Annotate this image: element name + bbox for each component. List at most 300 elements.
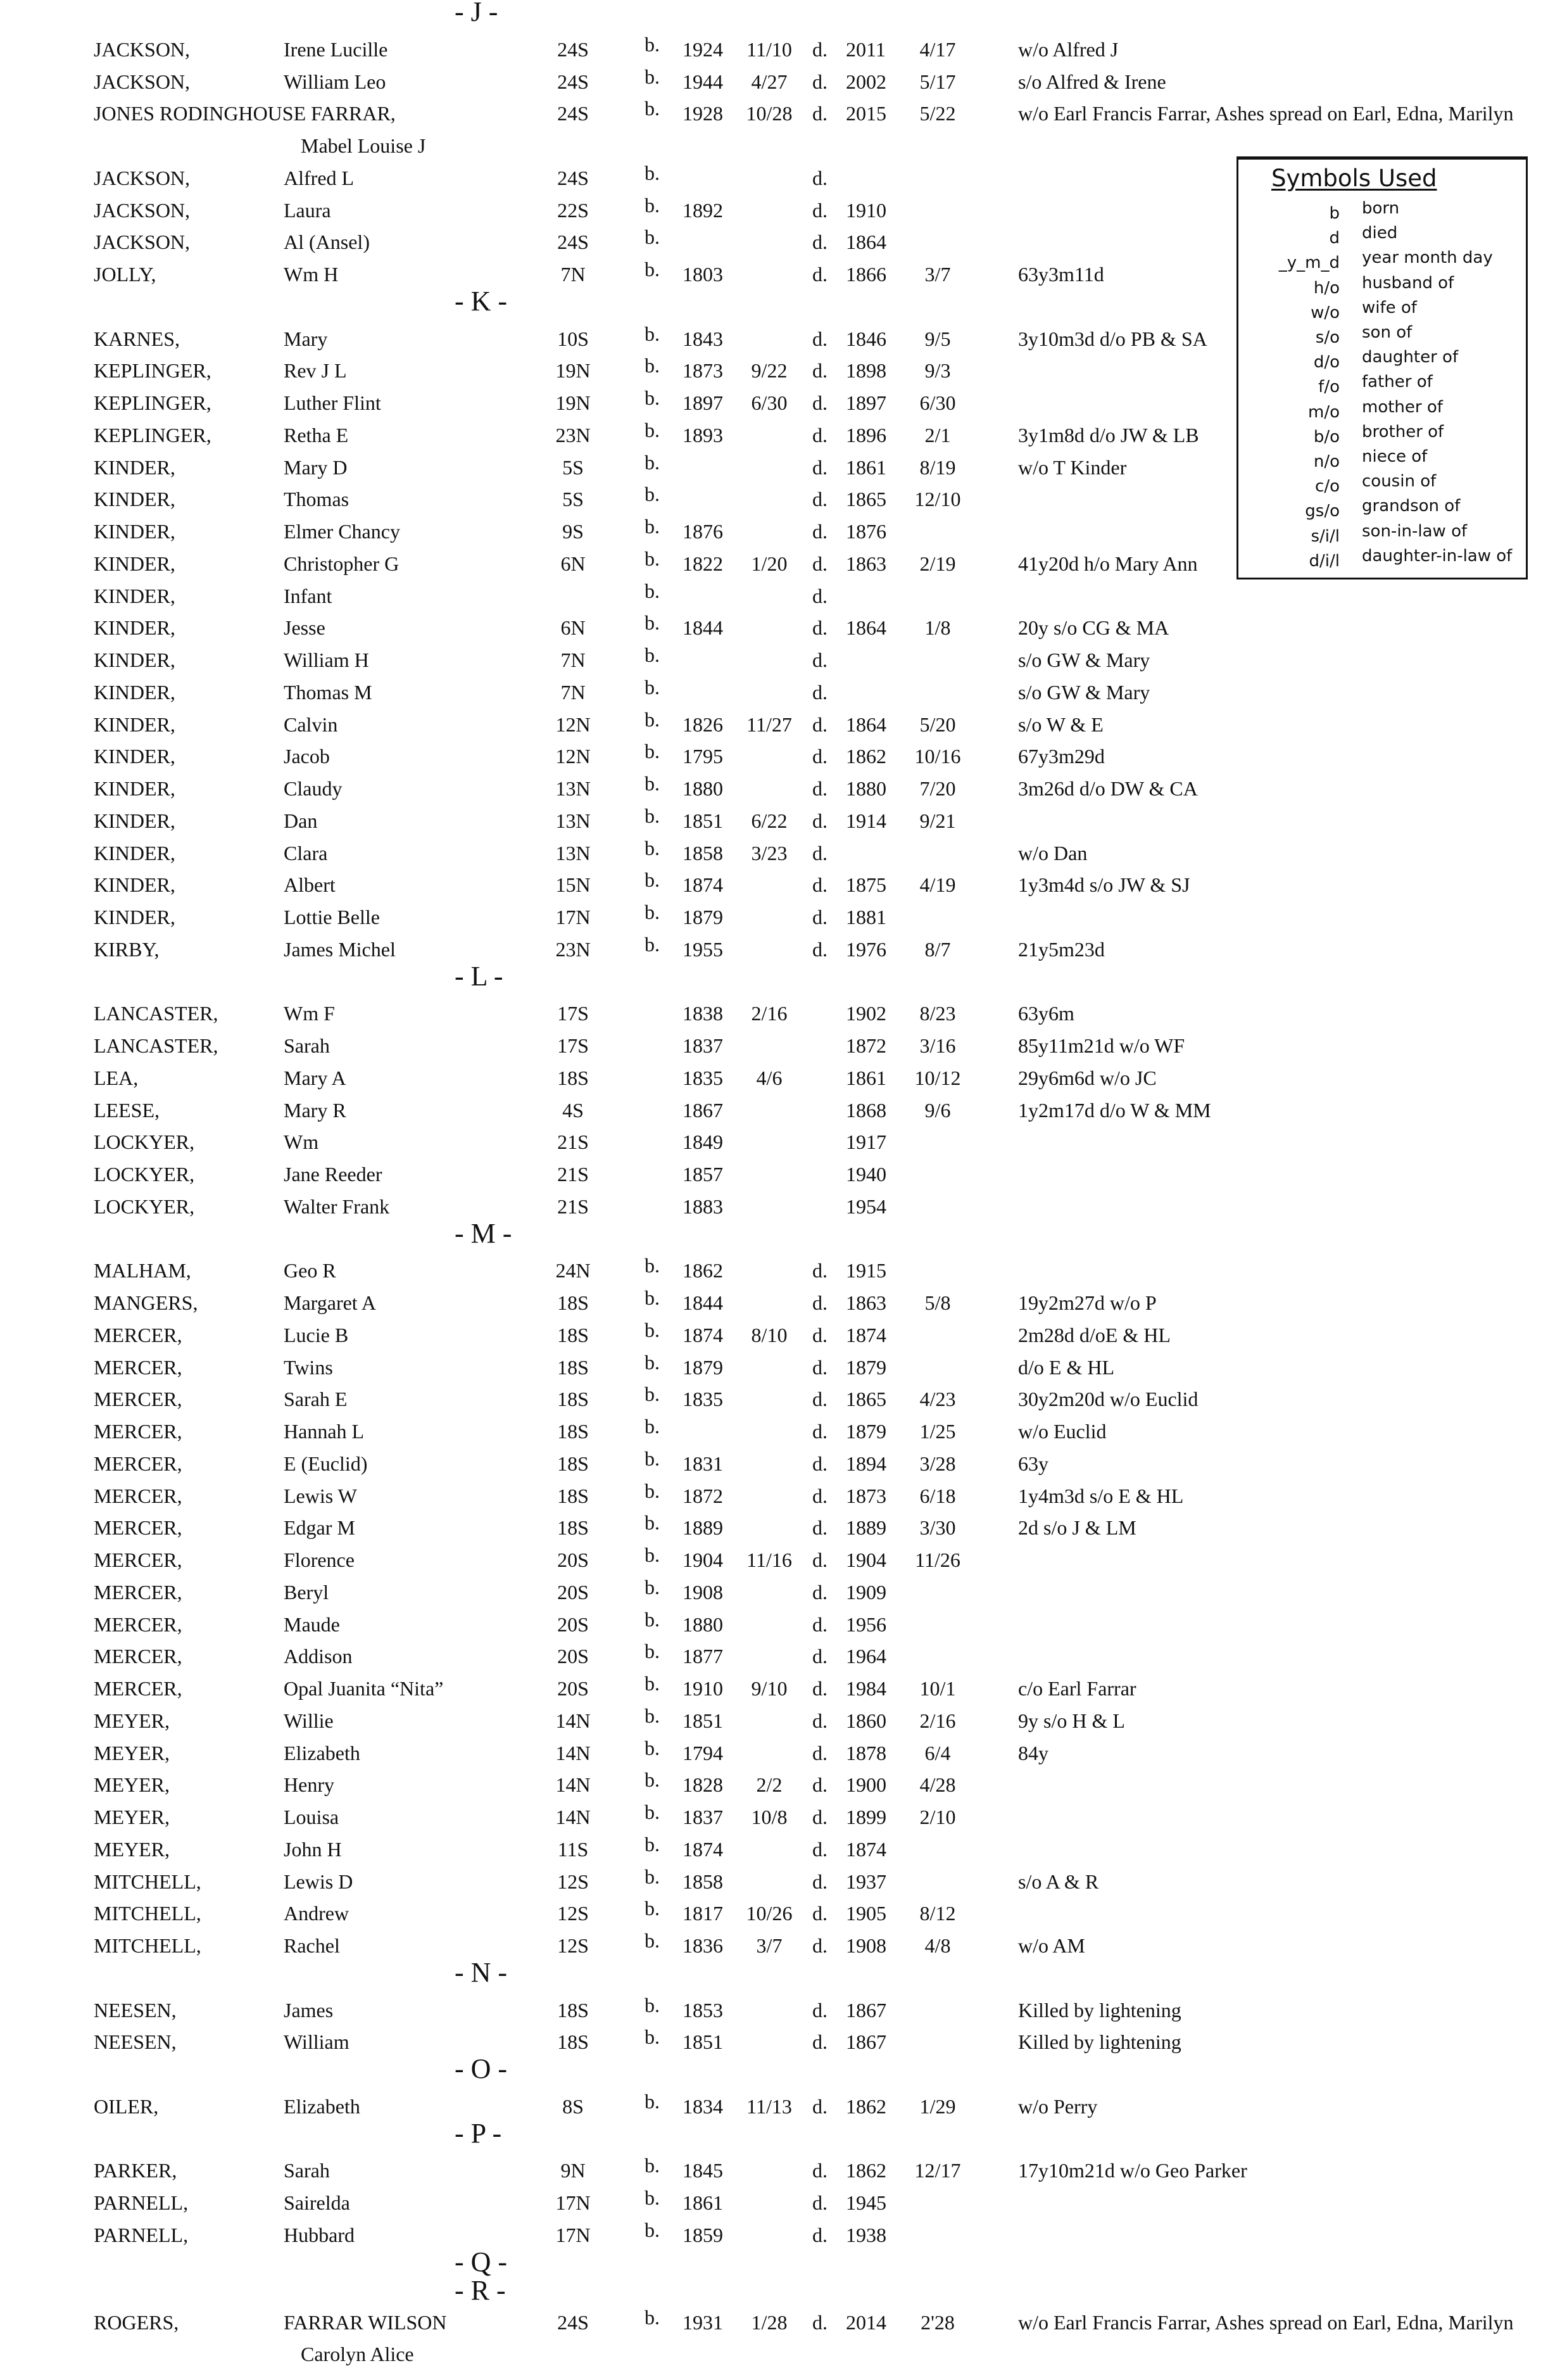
plot-number: 18S (557, 1998, 589, 2022)
burial-entry-row (0, 1061, 1567, 1093)
given-name: Addison (284, 1645, 353, 1668)
notes: 29y6m6d w/o JC (1018, 1066, 1157, 1089)
birth-year: 1857 (683, 1163, 723, 1186)
death-year: 2014 (846, 2310, 886, 2334)
birth-year: 1955 (683, 937, 723, 961)
surname: NEESEN, (94, 2030, 177, 2054)
death-year: 1862 (846, 2094, 886, 2118)
surname: JONES RODINGHOUSE FARRAR, (94, 102, 396, 125)
death-year: 1905 (846, 1902, 886, 1925)
given-name: Sarah (284, 1034, 330, 1057)
surname: LEA, (94, 1066, 139, 1089)
notes: 9y s/o H & L (1018, 1709, 1125, 1732)
plot-number: 17N (555, 906, 591, 928)
legend-symbol: f/o (1318, 377, 1340, 397)
birth-year: 1874 (683, 1323, 723, 1346)
birth-year: 1892 (683, 198, 723, 222)
surname: KINDER, (94, 841, 175, 864)
birth-year: 1828 (683, 1773, 723, 1797)
given-name: Elmer Chancy (284, 520, 400, 543)
legend-meaning: died (1362, 224, 1398, 243)
section-letter: - N - (455, 1956, 508, 1988)
plot-number: 9S (562, 520, 584, 543)
given-name: Edgar M (284, 1516, 355, 1540)
death-year: 1867 (846, 2030, 886, 2054)
death-year: 1899 (846, 1806, 886, 1828)
given-name: Retha E (284, 423, 349, 446)
death-year: 1878 (846, 1741, 886, 1764)
given-name: Henry (284, 1773, 334, 1797)
died-label: d. (812, 1837, 828, 1861)
death-month-day: 3/28 (919, 1452, 956, 1475)
plot-number: 12N (555, 745, 591, 768)
burial-entry-row (0, 1318, 1567, 1350)
section-letter: - Q - (455, 2246, 508, 2277)
death-month-day: 1/8 (924, 616, 951, 640)
plot-number: 24S (557, 166, 589, 189)
plot-number: 12S (557, 1870, 589, 1893)
plot-number: 20S (557, 1580, 589, 1604)
born-label: b. (645, 450, 660, 474)
born-label: b. (645, 193, 660, 217)
given-name: Maude (284, 1612, 340, 1636)
birth-year: 1908 (683, 1580, 723, 1604)
burial-entry-row (0, 1350, 1567, 1383)
notes: 1y4m3d s/o E & HL (1018, 1484, 1184, 1507)
notes: w/o Euclid (1018, 1420, 1107, 1443)
birth-year: 1837 (683, 1034, 723, 1057)
death-month-day: 2'28 (921, 2310, 955, 2334)
section-header (0, 2246, 1567, 2279)
born-label: b. (645, 1446, 660, 1470)
notes: s/o A & R (1018, 1870, 1099, 1893)
birth-year: 1834 (683, 2094, 723, 2118)
death-year: 1862 (846, 2159, 886, 2182)
notes: s/o W & E (1018, 712, 1104, 736)
notes: 63y6m (1018, 1002, 1074, 1025)
legend-item (1238, 199, 1530, 223)
plot-number: 13N (555, 809, 591, 832)
death-month-day: 2/10 (919, 1806, 956, 1828)
born-label: b. (645, 483, 660, 506)
legend-symbol: b/o (1313, 427, 1340, 446)
plot-number: 12S (557, 1902, 589, 1925)
died-label: d. (812, 1388, 828, 1411)
surname: KARNES, (94, 327, 180, 350)
surname: MERCER, (94, 1355, 182, 1379)
born-label: b. (645, 1286, 660, 1309)
plot-number: 24S (557, 70, 589, 93)
plot-number: 14N (555, 1806, 591, 1828)
plot-number: 7N (560, 263, 586, 286)
birth-year: 1822 (683, 552, 723, 575)
notes: 30y2m20d w/o Euclid (1018, 1388, 1199, 1411)
died-label: d. (812, 1612, 828, 1636)
died-label: d. (812, 166, 828, 189)
legend-meaning: wife of (1362, 298, 1417, 317)
plot-number: 24S (557, 37, 589, 61)
died-label: d. (812, 2094, 828, 2118)
given-name: Clara (284, 841, 328, 864)
surname: KINDER, (94, 809, 175, 832)
burial-entry-row (0, 611, 1567, 643)
burial-entry-row (0, 1896, 1567, 1928)
plot-number: 14N (555, 1773, 591, 1797)
birth-year: 1873 (683, 359, 723, 383)
given-name: Irene Lucille (284, 37, 388, 61)
burial-entry-row (0, 1671, 1567, 1704)
legend-symbol: d/i/l (1309, 551, 1340, 571)
surname: MERCER, (94, 1612, 182, 1636)
notes: 17y10m21d w/o Geo Parker (1018, 2159, 1247, 2182)
death-year: 1880 (846, 777, 886, 800)
burial-entry-row (0, 804, 1567, 836)
burial-entry-row (0, 1704, 1567, 1736)
death-month-day: 4/17 (919, 37, 956, 61)
born-label: b. (645, 901, 660, 923)
plot-number: 6N (560, 616, 586, 640)
birth-month-day: 9/10 (751, 1677, 788, 1700)
legend-item (1238, 372, 1530, 397)
died-label: d. (812, 649, 828, 671)
birth-month-day: 8/10 (751, 1323, 788, 1346)
death-month-day: 5/8 (924, 1291, 951, 1314)
given-name: William Leo (284, 70, 386, 93)
birth-month-day: 6/30 (751, 391, 788, 414)
given-name: Dan (284, 809, 318, 832)
death-month-day: 10/16 (914, 745, 961, 768)
death-month-day: 4/23 (919, 1388, 956, 1411)
section-header (0, 2274, 1567, 2306)
plot-number: 20S (557, 1645, 589, 1668)
burial-entry-row (0, 675, 1567, 707)
surname: KEPLINGER, (94, 359, 211, 383)
birth-year: 1889 (683, 1516, 723, 1540)
birth-month-day: 4/27 (751, 70, 788, 93)
died-label: d. (812, 1452, 828, 1475)
legend-item (1238, 472, 1530, 497)
death-month-day: 2/1 (924, 423, 951, 446)
given-name: Mary R (284, 1098, 346, 1122)
legend-symbol: d/o (1313, 353, 1340, 372)
died-label: d. (812, 1259, 828, 1282)
notes: w/o Earl Francis Farrar, Ashes spread on Earl, Edna, Marilyn (1018, 102, 1514, 125)
notes: s/o GW & Mary (1018, 680, 1150, 704)
legend-meaning: daughter of (1362, 348, 1459, 367)
died-label: d. (812, 1677, 828, 1700)
notes: 21y5m23d (1018, 937, 1105, 961)
born-label: b. (645, 258, 660, 281)
burial-entry-row (0, 1029, 1567, 1061)
given-name: Wm F (284, 1002, 335, 1025)
plot-number: 14N (555, 1709, 591, 1732)
burial-entry-row (0, 707, 1567, 740)
birth-year: 1858 (683, 1870, 723, 1893)
legend-item (1238, 298, 1530, 322)
given-name: Mary A (284, 1066, 346, 1089)
born-label: b. (645, 322, 660, 345)
birth-year: 1835 (683, 1066, 723, 1089)
legend-meaning: daughter-in-law of (1362, 546, 1513, 566)
legend-item (1238, 546, 1530, 571)
surname: OILER, (94, 2094, 159, 2118)
death-month-day: 6/4 (924, 1741, 951, 1764)
born-label: b. (645, 1575, 660, 1598)
legend-meaning: year month day (1362, 248, 1493, 268)
legend-item (1238, 447, 1530, 471)
section-header (0, 2053, 1567, 2089)
died-label: d. (812, 2310, 828, 2334)
legend-item (1238, 497, 1530, 521)
born-label: b. (645, 1736, 660, 1759)
notes: 67y3m29d (1018, 745, 1105, 768)
born-label: b. (645, 804, 660, 827)
given-name-continuation: Carolyn Alice (301, 2343, 414, 2366)
plot-number: 10S (557, 327, 589, 350)
died-label: d. (812, 391, 828, 414)
surname: MEYER, (94, 1773, 170, 1797)
burial-entry-row (0, 1768, 1567, 1800)
plot-number: 18S (557, 1066, 589, 1089)
given-name: Claudy (284, 777, 343, 800)
born-label: b. (645, 1672, 660, 1695)
legend-meaning: son-in-law of (1362, 521, 1468, 541)
notes: 3y10m3d d/o PB & SA (1018, 327, 1207, 350)
birth-year: 1844 (683, 616, 723, 640)
born-label: b. (645, 868, 660, 892)
burial-entry-row (0, 868, 1567, 900)
death-year: 1862 (846, 745, 886, 768)
legend-symbol: w/o (1311, 303, 1340, 322)
born-label: b. (645, 1801, 660, 1823)
death-month-day: 9/3 (924, 359, 951, 383)
given-name: Opal Juanita “Nita” (284, 1677, 444, 1700)
plot-number: 20S (557, 1612, 589, 1636)
surname: KIRBY, (94, 937, 160, 961)
birth-year: 1883 (683, 1194, 723, 1218)
plot-number: 24S (557, 2310, 589, 2334)
born-label: b. (645, 2186, 660, 2209)
birth-year: 1904 (683, 1548, 723, 1571)
legend-title: Symbols Used (1271, 165, 1437, 192)
surname: LOCKYER, (94, 1163, 195, 1186)
died-label: d. (812, 1355, 828, 1379)
given-name: Rev J L (284, 359, 347, 383)
born-label: b. (645, 386, 660, 409)
legend-meaning: husband of (1362, 273, 1454, 293)
died-label: d. (812, 809, 828, 832)
section-letter: - P - (455, 2117, 502, 2149)
death-year: 1876 (846, 520, 886, 543)
died-label: d. (812, 2191, 828, 2214)
birth-year: 1893 (683, 423, 723, 446)
given-name: Wm (284, 1130, 319, 1154)
plot-number: 18S (557, 2030, 589, 2054)
surname: KINDER, (94, 745, 175, 768)
given-name: William (284, 2030, 349, 2054)
surname: LEESE, (94, 1098, 160, 1122)
plot-number: 12N (555, 712, 591, 736)
surname: JACKSON, (94, 231, 191, 254)
legend-symbol: m/o (1308, 402, 1340, 422)
burial-entry-row (0, 65, 1567, 97)
birth-month-day: 2/2 (756, 1773, 783, 1797)
surname: NEESEN, (94, 1998, 177, 2022)
plot-number: 21S (557, 1130, 589, 1154)
died-label: d. (812, 680, 828, 704)
death-year: 1917 (846, 1130, 886, 1154)
death-year: 1864 (846, 712, 886, 736)
death-month-day: 2/16 (919, 1709, 956, 1732)
birth-month-day: 2/16 (751, 1002, 788, 1025)
plot-number: 18S (557, 1291, 589, 1314)
death-year: 1879 (846, 1355, 886, 1379)
death-year: 2011 (846, 37, 886, 61)
burial-entry-row (0, 1543, 1567, 1575)
surname: KINDER, (94, 616, 175, 640)
death-year: 1914 (846, 809, 886, 832)
plot-number: 23N (555, 423, 591, 446)
surname: JACKSON, (94, 37, 191, 61)
death-year: 1861 (846, 1066, 886, 1089)
birth-year: 1851 (683, 809, 723, 832)
died-label: d. (812, 1323, 828, 1346)
death-month-day: 2/19 (919, 552, 956, 575)
burial-entry-row (0, 2153, 1567, 2186)
death-year: 1866 (846, 263, 886, 286)
born-label: b. (645, 772, 660, 795)
given-name: James Michel (284, 937, 396, 961)
born-label: b. (645, 1993, 660, 2016)
died-label: d. (812, 327, 828, 350)
section-letter: - O - (455, 2053, 508, 2084)
surname: LOCKYER, (94, 1194, 195, 1218)
born-label: b. (645, 161, 660, 184)
surname: KINDER, (94, 584, 175, 607)
plot-number: 18S (557, 1323, 589, 1346)
death-month-day: 3/16 (919, 1034, 956, 1057)
born-label: b. (645, 1864, 660, 1888)
birth-month-day: 10/8 (751, 1806, 788, 1828)
burial-entry-row (0, 1093, 1567, 1125)
surname: PARNELL, (94, 2223, 189, 2246)
born-label: b. (645, 1897, 660, 1920)
birth-year: 1803 (683, 263, 723, 286)
surname: MERCER, (94, 1516, 182, 1540)
birth-year: 1931 (683, 2310, 723, 2334)
death-month-day: 12/17 (914, 2159, 961, 2182)
notes: w/o T Kinder (1018, 455, 1127, 479)
burial-entry-row (0, 1607, 1567, 1640)
given-name: Mary (284, 327, 328, 350)
given-name: Christopher G (284, 552, 400, 575)
birth-month-day: 1/28 (751, 2310, 788, 2334)
plot-number: 23N (555, 937, 591, 961)
death-year: 1898 (846, 359, 886, 383)
surname: JOLLY, (94, 263, 156, 286)
notes: 1y3m4d s/o JW & SJ (1018, 873, 1190, 897)
died-label: d. (812, 1806, 828, 1828)
born-label: b. (645, 1543, 660, 1566)
died-label: d. (812, 712, 828, 736)
surname: KEPLINGER, (94, 423, 211, 446)
birth-month-day: 3/7 (756, 1934, 783, 1957)
legend-meaning: born (1362, 199, 1400, 218)
section-header (0, 2117, 1567, 2154)
born-label: b. (645, 1254, 660, 1277)
birth-month-day: 1/20 (751, 552, 788, 575)
born-label: b. (645, 675, 660, 699)
birth-year: 1880 (683, 777, 723, 800)
death-year: 1874 (846, 1323, 886, 1346)
surname: MERCER, (94, 1484, 182, 1507)
notes: c/o Earl Farrar (1018, 1677, 1136, 1700)
burial-entry-row (0, 2186, 1567, 2218)
death-month-day: 8/7 (924, 937, 951, 961)
death-month-day: 9/21 (919, 809, 956, 832)
death-year: 1875 (846, 873, 886, 897)
given-name: Al (Ansel) (284, 231, 370, 254)
death-month-day: 12/10 (914, 488, 961, 511)
legend-symbol: d (1329, 229, 1340, 248)
died-label: d. (812, 1645, 828, 1668)
burial-entry-row (0, 96, 1567, 129)
legend-meaning: brother of (1362, 422, 1444, 441)
surname: KINDER, (94, 906, 175, 928)
died-label: d. (812, 552, 828, 575)
died-label: d. (812, 488, 828, 511)
surname: KINDER, (94, 873, 175, 897)
section-letter: - K - (455, 285, 508, 317)
given-name: Lucie B (284, 1323, 349, 1346)
given-name: Walter Frank (284, 1194, 390, 1218)
section-letter: - R - (455, 2274, 506, 2306)
surname: MERCER, (94, 1420, 182, 1443)
plot-number: 18S (557, 1420, 589, 1443)
death-month-day: 4/28 (919, 1773, 956, 1797)
burial-entry-row (0, 643, 1567, 675)
died-label: d. (812, 423, 828, 446)
burial-entry-row (0, 2305, 1567, 2338)
legend-symbol: gs/o (1305, 502, 1340, 521)
died-label: d. (812, 102, 828, 125)
death-month-day: 10/12 (914, 1066, 961, 1089)
died-label: d. (812, 584, 828, 607)
legend-meaning: cousin of (1362, 472, 1437, 491)
plot-number: 8S (562, 2094, 584, 2118)
death-year: 1864 (846, 231, 886, 254)
notes: 63y (1018, 1452, 1048, 1475)
born-label: b. (645, 65, 660, 88)
death-year: 1861 (846, 455, 886, 479)
given-name: Lewis W (284, 1484, 357, 1507)
legend-symbol: h/o (1313, 278, 1340, 298)
given-name: Calvin (284, 712, 338, 736)
given-name: FARRAR WILSON (284, 2310, 447, 2334)
given-name: Willie (284, 1709, 334, 1732)
death-year: 1867 (846, 1998, 886, 2022)
born-label: b. (645, 836, 660, 859)
legend-symbol: b (1329, 204, 1340, 223)
death-year: 1909 (846, 1580, 886, 1604)
born-label: b. (645, 1768, 660, 1792)
birth-month-day: 11/10 (746, 37, 792, 61)
died-label: d. (812, 1516, 828, 1540)
born-label: b. (645, 515, 660, 538)
given-name: Hannah L (284, 1420, 365, 1443)
plot-number: 20S (557, 1548, 589, 1571)
section-header (0, 1956, 1567, 1993)
